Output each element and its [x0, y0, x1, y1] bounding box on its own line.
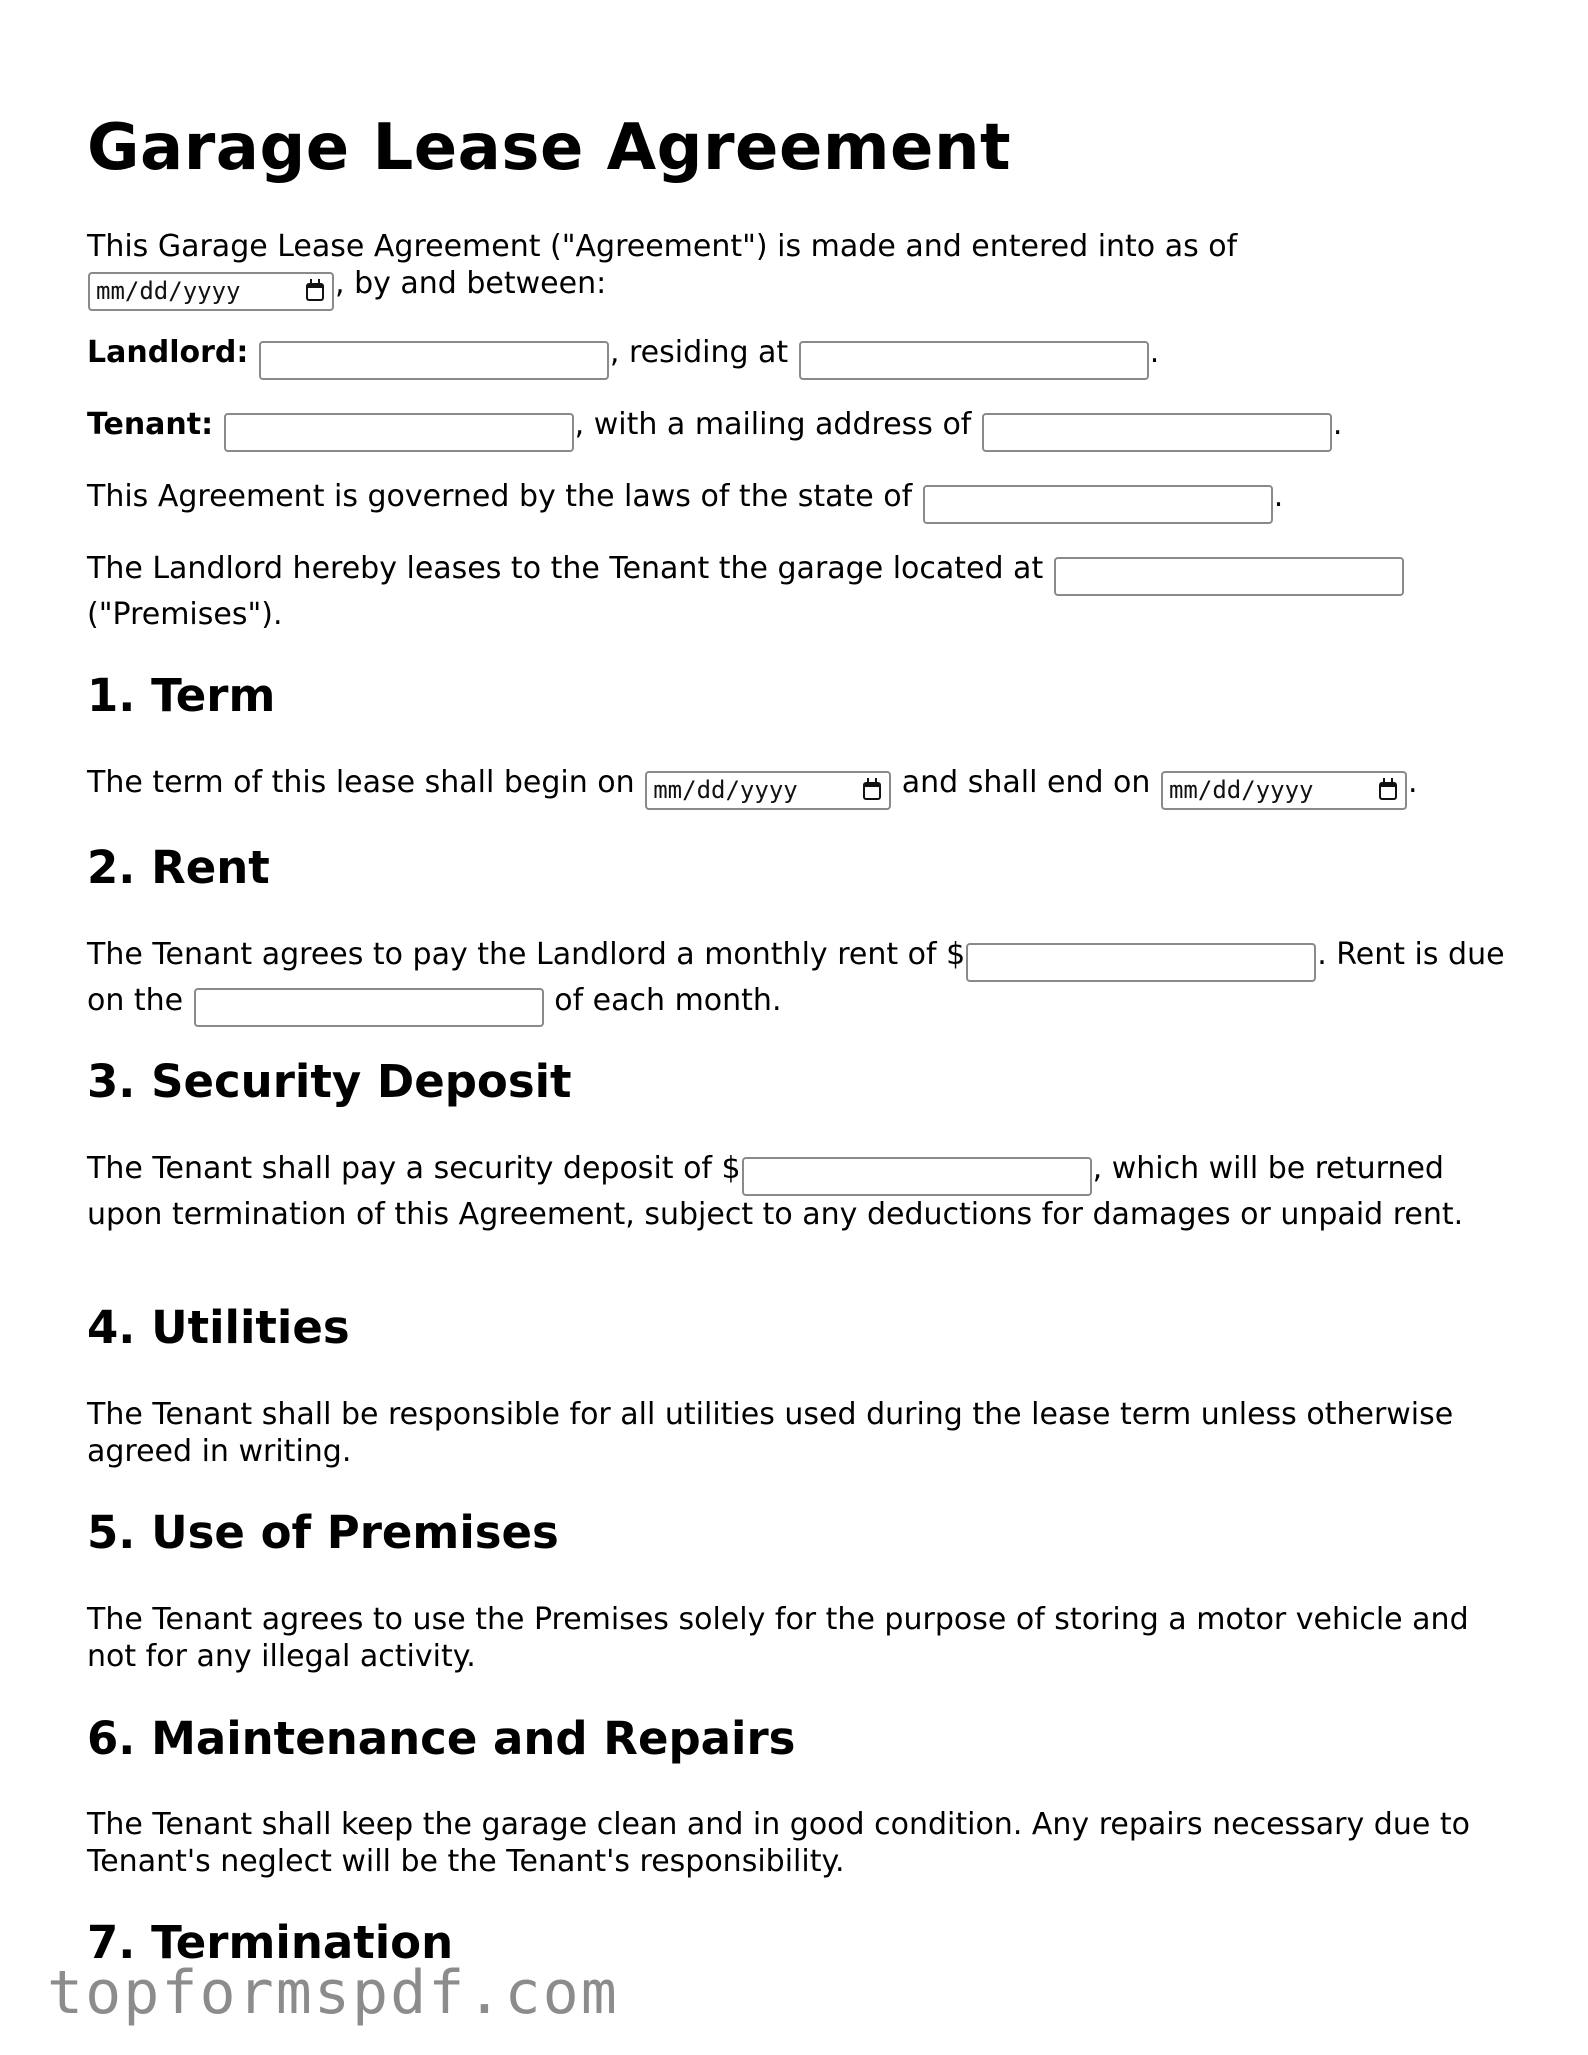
landlord-address-input[interactable] [799, 341, 1149, 380]
governed-text: This Agreement is governed by the laws of the state of [87, 479, 913, 514]
section-heading-deposit: 3. Security Deposit [87, 1055, 572, 1108]
landlord-paragraph [87, 334, 1507, 380]
premises-paragraph [87, 550, 1507, 633]
tenant-period: . [1332, 407, 1343, 442]
section-heading-rent: 2. Rent [87, 841, 270, 894]
tenant-address-input[interactable] [982, 413, 1332, 452]
deposit-begin-text: The Tenant shall pay a security deposit of $ [87, 1151, 741, 1186]
tenant-label: Tenant: [87, 407, 214, 442]
landlord-name-input[interactable] [259, 341, 609, 380]
maintenance-paragraph: The Tenant shall keep the garage clean and in good condition. Any repairs necessary due to Tenant's neglect will be the Tenant's responsibility. [87, 1807, 1470, 1879]
rent-due-day-input[interactable] [194, 988, 544, 1027]
rent-paragraph [87, 936, 1507, 1027]
term-start-date-placeholder: mm/dd/yyyy [653, 776, 798, 804]
term-begin-text: The term of this lease shall begin on [87, 765, 635, 800]
utilities-paragraph: The Tenant shall be responsible for all utilities used during the lease term unless otherwise agreed in writing. [87, 1397, 1454, 1469]
rent-begin-text: The Tenant agrees to pay the Landlord a monthly rent of $ [87, 937, 966, 972]
deposit-end-text: , which will be returned upon termination of this Agreement, subject to any deductions for damages or unpaid rent. [87, 1151, 1464, 1232]
deposit-paragraph [87, 1150, 1507, 1233]
rent-middle-text: . Rent is due on the [87, 937, 1505, 1018]
term-middle-text: and shall end on [901, 765, 1151, 800]
section-heading-utilities: 4. Utilities [87, 1301, 350, 1354]
governed-paragraph [87, 478, 1507, 524]
agreement-date-input[interactable] [88, 272, 334, 311]
use-paragraph: The Tenant agrees to use the Premises solely for the purpose of storing a motor vehicle and not for any illegal activity. [87, 1602, 1469, 1674]
governed-period: . [1273, 479, 1284, 514]
monthly-rent-input[interactable] [966, 943, 1316, 982]
section-heading-termination: 7. Termination [87, 1916, 454, 1969]
premises-end-text: ("Premises"). [87, 596, 283, 632]
watermark: topformspdf.com [47, 1958, 619, 2028]
section-heading-use: 5. Use of Premises [87, 1506, 559, 1559]
term-end-date-placeholder: mm/dd/yyyy [1168, 776, 1314, 804]
landlord-residing-text: , residing at [609, 335, 789, 370]
premises-address-input[interactable] [1054, 557, 1404, 596]
security-deposit-input[interactable] [742, 1157, 1092, 1196]
intro-text-after: , by and between: [335, 266, 607, 301]
term-period: . [1407, 765, 1418, 800]
term-end-date-input[interactable] [1161, 771, 1407, 810]
rent-end-text: of each month. [554, 982, 782, 1018]
section-heading-term: 1. Term [87, 669, 276, 722]
term-start-date-input[interactable] [645, 771, 891, 810]
state-input[interactable] [923, 485, 1273, 524]
page-title: Garage Lease Agreement [87, 111, 1012, 185]
intro-text: This Garage Lease Agreement ("Agreement") is made and entered into as of [87, 229, 1238, 264]
calendar-icon[interactable] [306, 283, 324, 301]
term-paragraph [87, 764, 1507, 810]
landlord-period: . [1149, 335, 1160, 370]
section-heading-maintenance: 6. Maintenance and Repairs [87, 1712, 796, 1765]
calendar-icon[interactable] [863, 782, 881, 800]
intro-paragraph [87, 228, 1507, 311]
tenant-mailing-text: , with a mailing address of [574, 407, 972, 442]
tenant-paragraph [87, 406, 1507, 452]
premises-text: The Landlord hereby leases to the Tenant the garage located at [87, 551, 1044, 586]
landlord-label: Landlord: [87, 335, 249, 370]
tenant-name-input[interactable] [224, 413, 574, 452]
calendar-icon[interactable] [1379, 782, 1397, 800]
agreement-date-placeholder: mm/dd/yyyy [96, 277, 241, 305]
